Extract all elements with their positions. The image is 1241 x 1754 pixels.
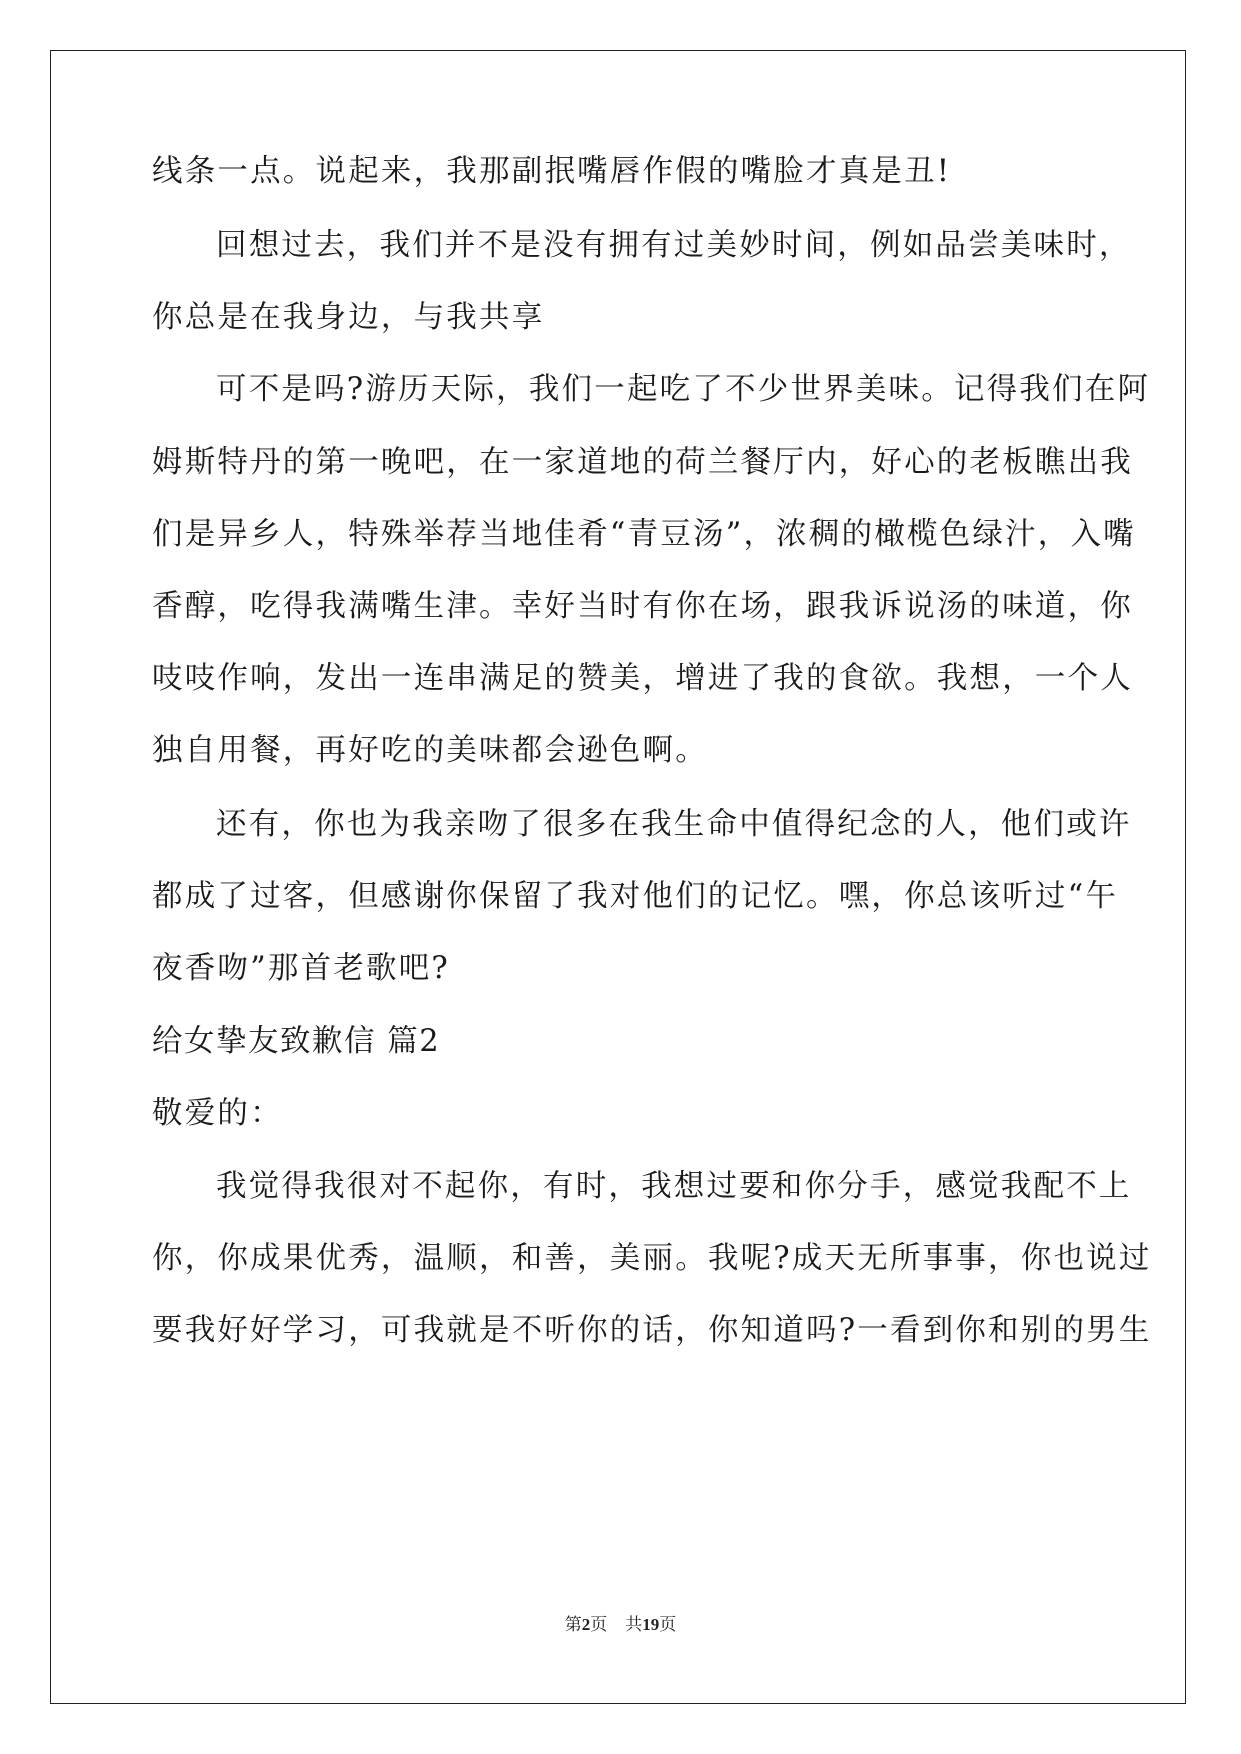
text-line: 线条一点。说起来，我那副抿嘴唇作假的嘴脸才真是丑! <box>152 154 952 189</box>
text-line: 你总是在我身边，与我共享 <box>152 300 545 335</box>
paragraph-start-line: 还有，你也为我亲吻了很多在我生命中值得纪念的人，他们或许 <box>216 807 1132 842</box>
paragraph-start-line: 回想过去，我们并不是没有拥有过美妙时间，例如品尝美味时， <box>216 228 1132 263</box>
footer-total-pages: 19 <box>642 1615 660 1634</box>
footer-total-suffix: 页 <box>659 1615 677 1634</box>
text-line: 独自用餐，再好吃的美味都会逊色啊。 <box>152 733 708 768</box>
paragraph-start-line: 可不是吗?游历天际，我们一起吃了不少世界美味。记得我们在阿 <box>216 372 1151 407</box>
text-line: 要我好好学习，可我就是不听你的话，你知道吗?一看到你和别的男生 <box>152 1313 1152 1348</box>
text-line: 你，你成果优秀，温顺，和善，美丽。我呢?成天无所事事，你也说过 <box>152 1241 1152 1276</box>
salutation: 敬爱的： <box>152 1096 283 1131</box>
text-line: 夜香吻”那首老歌吧? <box>152 951 450 986</box>
footer-page-prefix: 第 <box>564 1615 582 1634</box>
footer-total-prefix: 共 <box>625 1615 643 1634</box>
paragraph-start-line: 我觉得我很对不起你，有时，我想过要和你分手，感觉我配不上 <box>216 1169 1132 1204</box>
footer-page-number: 2 <box>581 1615 591 1634</box>
page-footer <box>0 1614 1241 1636</box>
text-line: 吱吱作响，发出一连串满足的赞美，增进了我的食欲。我想，一个人 <box>152 661 1133 696</box>
footer-page-suffix: 页 <box>590 1615 608 1634</box>
text-line: 姆斯特丹的第一晚吧，在一家道地的荷兰餐厅内，好心的老板瞧出我 <box>152 445 1133 480</box>
text-line: 都成了过客，但感谢你保留了我对他们的记忆。嘿，你总该听过“午 <box>152 879 1119 914</box>
section-heading: 给女挚友致歉信 篇2 <box>152 1024 441 1059</box>
text-line: 香醇，吃得我满嘴生津。幸好当时有你在场，跟我诉说汤的味道，你 <box>152 589 1133 624</box>
text-line: 们是异乡人，特殊举荐当地佳肴“青豆汤”，浓稠的橄榄色绿汁，入嘴 <box>152 517 1136 552</box>
